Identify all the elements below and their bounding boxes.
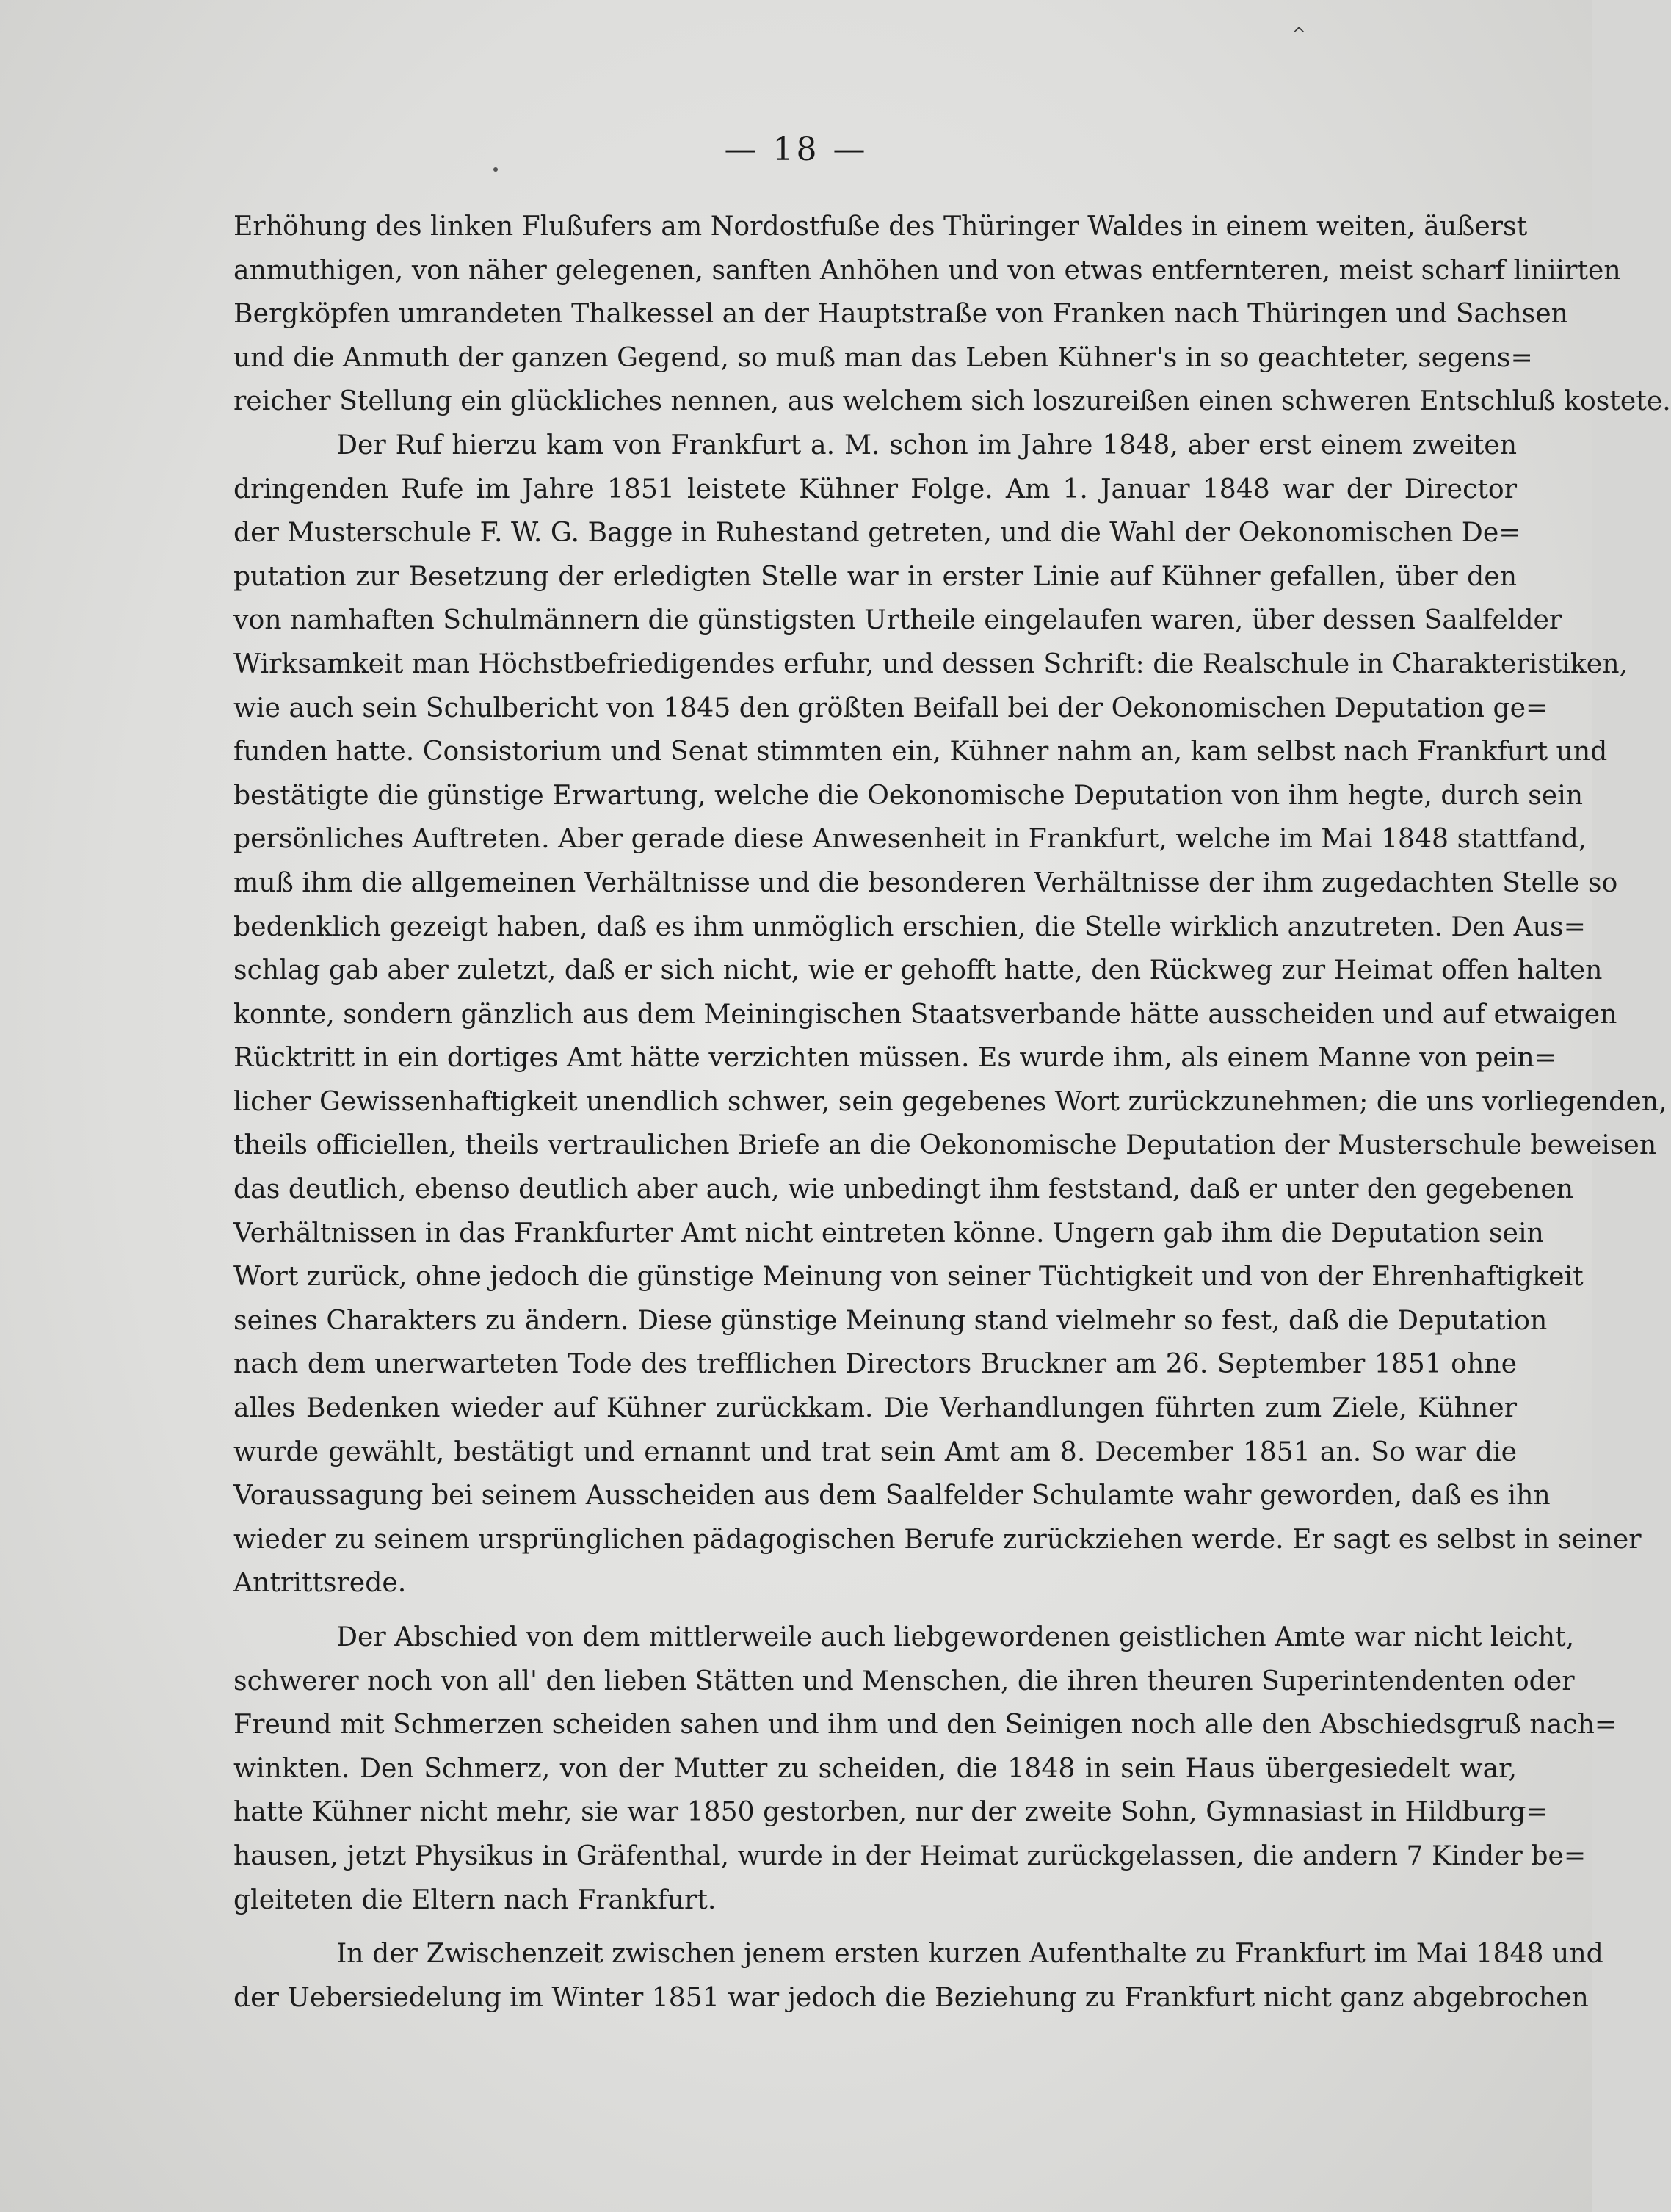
text-line: schwerer noch von all' den lieben Stätten und Menschen, die ihren theuren Superintendenten oder — [233, 1664, 1575, 1696]
text-line: Antrittsrede. — [233, 1566, 407, 1599]
paragraph — [233, 423, 1667, 1605]
text-line: Erhöhung des linken Flußufers am Nordostfuße des Thüringer Waldes in einem weiten, äußerst — [233, 210, 1528, 242]
text-line: Voraussagung bei seinem Ausscheiden aus dem Saalfelder Schulamte wahr geworden, daß es ihn — [233, 1479, 1551, 1511]
text-line: reicher Stellung ein glückliches nennen, aus welchem sich loszureißen einen schweren Entschluß kostete. — [233, 385, 1671, 417]
paragraph — [233, 1615, 1617, 1921]
text-line: Verhältnissen in das Frankfurter Amt nicht eintreten könne. Ungern gab ihm die Deputation sein — [233, 1216, 1544, 1248]
text-line: persönliches Auftreten. Aber gerade diese Anwesenheit in Frankfurt, welche im Mai 1848 stattfand, — [233, 823, 1587, 855]
text-line: wurde gewählt, bestätigt und ernannt und trat sein Amt am 8. December 1851 an. So war die — [233, 1435, 1517, 1467]
text-line: winkten. Den Schmerz, von der Mutter zu scheiden, die 1848 in sein Haus übergesiedelt war, — [233, 1752, 1517, 1784]
text-line: theils officiellen, theils vertraulichen Briefe an die Oekonomische Deputation der Musterschule beweisen — [233, 1129, 1657, 1161]
text-line: Der Abschied von dem mittlerweile auch liebgewordenen geistlichen Amte war nicht leicht, — [336, 1621, 1575, 1652]
body-text — [233, 204, 1671, 2019]
text-line: der Uebersiedelung im Winter 1851 war jedoch die Beziehung zu Frankfurt nicht ganz abgebrochen — [233, 1981, 1589, 2013]
text-line: bestätigte die günstige Erwartung, welche die Oekonomische Deputation von ihm hegte, durch sein — [233, 778, 1584, 811]
text-line: bedenklich gezeigt haben, daß es ihm unmöglich erschien, die Stelle wirklich anzutreten. Den Aus= — [233, 910, 1586, 942]
text-line: licher Gewissenhaftigkeit unendlich schwer, sein gegebenes Wort zurückzunehmen; die uns vorliegenden, — [233, 1085, 1667, 1117]
text-line: dringenden Rufe im Jahre 1851 leistete Kühner Folge. Am 1. Januar 1848 war der Director — [233, 472, 1517, 505]
text-line: funden hatte. Consistorium und Senat stimmten ein, Kühner nahm an, kam selbst nach Frankfurt und — [233, 735, 1608, 767]
text-line: gleiteten die Eltern nach Frankfurt. — [233, 1883, 717, 1915]
text-line: und die Anmuth der ganzen Gegend, so muß man das Leben Kühner's in so geachteter, segens= — [233, 341, 1533, 373]
text-line: Freund mit Schmerzen scheiden sahen und ihm und den Seinigen noch alle den Abschiedsgruß nach= — [233, 1708, 1617, 1741]
paragraph-gap — [233, 1921, 1517, 1931]
text-line: Rücktritt in ein dortiges Amt hätte verzichten müssen. Es wurde ihm, als einem Manne von pein= — [233, 1041, 1557, 1074]
text-line: In der Zwischenzeit zwischen jenem ersten kurzen Aufenthalte zu Frankfurt im Mai 1848 und — [336, 1937, 1603, 1970]
text-line: von namhaften Schulmännern die günstigsten Urtheile eingelaufen waren, über dessen Saalfelder — [233, 604, 1562, 636]
text-line: wie auch sein Schulbericht von 1845 den größten Beifall bei der Oekonomischen Deputation ge= — [233, 691, 1548, 723]
text-line: der Musterschule F. W. G. Bagge in Ruhestand getreten, und die Wahl der Oekonomischen De= — [233, 516, 1521, 549]
text-line: Wirksamkeit man Höchstbefriedigendes erfuhr, und dessen Schrift: die Realschule in Charakteristiken, — [233, 647, 1628, 679]
text-line: hatte Kühner nicht mehr, sie war 1850 gestorben, nur der zweite Sohn, Gymnasiast in Hildburg= — [233, 1796, 1548, 1828]
text-line: nach dem unerwarteten Tode des trefflichen Directors Bruckner am 26. September 1851 ohne — [233, 1348, 1517, 1380]
page-number: — 18 — — [724, 131, 869, 168]
paragraph — [233, 1931, 1603, 2019]
text-line: hausen, jetzt Physikus in Gräfenthal, wurde in der Heimat zurückgelassen, die andern 7 Kinder be= — [233, 1839, 1587, 1871]
text-line: muß ihm die allgemeinen Verhältnisse und die besonderen Verhältnisse der ihm zugedachten Stelle so — [233, 866, 1618, 898]
text-line: wieder zu seinem ursprünglichen pädagogischen Berufe zurückziehen werde. Er sagt es selbst in seiner — [233, 1522, 1642, 1555]
text-line: anmuthigen, von näher gelegenen, sanften Anhöhen und von etwas entfernteren, meist scharf liniirten — [233, 253, 1621, 286]
text-line: seines Charakters zu ändern. Diese günstige Meinung stand vielmehr so fest, daß die Deputation — [233, 1304, 1548, 1336]
text-line: putation zur Besetzung der erledigten Stelle war in erster Linie auf Kühner gefallen, über den — [233, 560, 1517, 592]
text-line: schlag gab aber zuletzt, daß er sich nicht, wie er gehofft hatte, den Rückweg zur Heimat offen halten — [233, 954, 1603, 986]
paragraph-gap — [233, 1605, 1517, 1615]
text-line: Wort zurück, ohne jedoch die günstige Meinung von seiner Tüchtigkeit und von der Ehrenhaftigkeit — [233, 1260, 1584, 1293]
text-line: alles Bedenken wieder auf Kühner zurückkam. Die Verhandlungen führten zum Ziele, Kühner — [233, 1392, 1517, 1424]
text-line: Bergköpfen umrandeten Thalkessel an der Hauptstraße von Franken nach Thüringen und Sachsen — [233, 297, 1568, 330]
paragraph — [233, 204, 1671, 423]
corner-mark: ^ — [1292, 25, 1306, 43]
text-line: Der Ruf hierzu kam von Frankfurt a. M. schon im Jahre 1848, aber erst einem zweiten — [336, 428, 1517, 460]
text-line: konnte, sondern gänzlich aus dem Meiningischen Staatsverbande hätte ausscheiden und auf etwaigen — [233, 997, 1617, 1030]
text-line: das deutlich, ebenso deutlich aber auch, wie unbedingt ihm feststand, daß er unter den gegebenen — [233, 1173, 1574, 1205]
